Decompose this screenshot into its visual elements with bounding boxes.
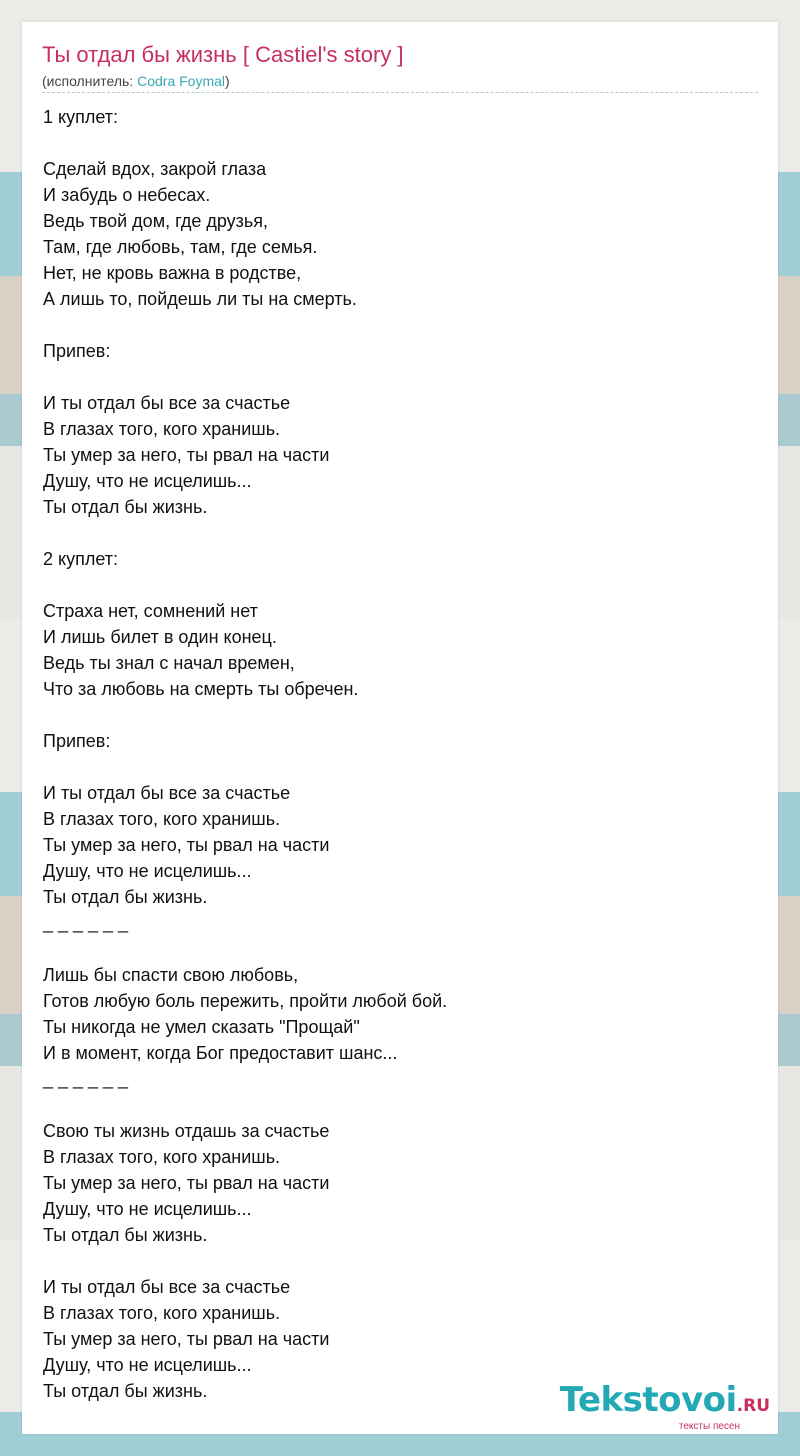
lyrics-card <box>22 22 778 1434</box>
lyric-blank-line <box>43 1092 753 1118</box>
lyric-blank-line <box>43 312 753 338</box>
lyric-line: Готов любую боль пережить, пройти любой бой. <box>43 991 448 1011</box>
lyric-line: _ _ _ _ _ _ <box>43 913 129 933</box>
lyric-line: Душу, что не исцелишь... <box>43 471 252 491</box>
lyric-line: Там, где любовь, там, где семья. <box>43 237 318 257</box>
lyric-line: 2 куплет: <box>43 549 118 569</box>
lyric-line: Свою ты жизнь отдашь за счастье <box>43 1121 330 1141</box>
lyric-line: И в момент, когда Бог предоставит шанс... <box>43 1043 398 1063</box>
lyric-line: Нет, не кровь важна в родстве, <box>43 263 302 283</box>
lyric-line: Ведь ты знал с начал времен, <box>43 653 295 673</box>
artist-line <box>42 73 230 89</box>
lyric-line: _ _ _ _ _ _ <box>43 1069 129 1089</box>
lyric-blank-line <box>43 1248 753 1274</box>
lyric-line: Что за любовь на смерть ты обречен. <box>43 679 359 699</box>
lyric-blank-line <box>43 572 753 598</box>
lyric-line: Ты отдал бы жизнь. <box>43 887 208 907</box>
lyric-line: В глазах того, кого хранишь. <box>43 1303 281 1323</box>
lyric-line: Припев: <box>43 341 111 361</box>
lyric-line: А лишь то, пойдешь ли ты на смерть. <box>43 289 357 309</box>
song-title: Ты отдал бы жизнь [ Castiel's story ] <box>42 42 404 67</box>
lyric-line: И ты отдал бы все за счастье <box>43 783 291 803</box>
title-divider <box>42 92 758 93</box>
lyric-line: В глазах того, кого хранишь. <box>43 809 281 829</box>
lyric-line: Душу, что не исцелишь... <box>43 1355 252 1375</box>
artist-link[interactable]: Codra Foymal <box>137 73 226 89</box>
artist-suffix: ) <box>225 73 230 89</box>
lyric-line: Ведь твой дом, где друзья, <box>43 211 269 231</box>
lyric-line: Припев: <box>43 731 111 751</box>
lyric-line: И ты отдал бы все за счастье <box>43 393 291 413</box>
lyric-blank-line <box>43 754 753 780</box>
logo-wordmark <box>559 1380 770 1423</box>
lyric-line: Ты умер за него, ты рвал на части <box>43 835 330 855</box>
lyric-line: Душу, что не исцелишь... <box>43 861 252 881</box>
lyric-blank-line <box>43 936 753 962</box>
logo-tagline: тексты песен <box>678 1421 740 1432</box>
lyric-blank-line <box>43 130 753 156</box>
artist-prefix: (исполнитель: <box>42 73 138 89</box>
lyric-line: Ты умер за него, ты рвал на части <box>43 445 330 465</box>
lyric-line: 1 куплет: <box>43 107 118 127</box>
lyrics-text <box>43 104 753 1404</box>
lyric-line: В глазах того, кого хранишь. <box>43 1147 281 1167</box>
lyric-line: Страха нет, сомнений нет <box>43 601 258 621</box>
lyric-line: И ты отдал бы все за счастье <box>43 1277 291 1297</box>
lyric-line: В глазах того, кого хранишь. <box>43 419 281 439</box>
lyric-line: Ты отдал бы жизнь. <box>43 497 208 517</box>
lyric-line: Душу, что не исцелишь... <box>43 1199 252 1219</box>
logo-suffix: .RU <box>736 1396 770 1416</box>
lyric-line: Ты никогда не умел сказать "Прощай" <box>43 1017 360 1037</box>
lyric-blank-line <box>43 364 753 390</box>
lyric-line: Ты отдал бы жизнь. <box>43 1225 208 1245</box>
lyric-line: Ты отдал бы жизнь. <box>43 1381 208 1401</box>
lyric-line: Лишь бы спасти свою любовь, <box>43 965 299 985</box>
lyric-blank-line <box>43 702 753 728</box>
logo-name: Tekstovoi <box>559 1380 737 1420</box>
lyric-blank-line <box>43 520 753 546</box>
lyric-line: Ты умер за него, ты рвал на части <box>43 1329 330 1349</box>
site-logo[interactable] <box>559 1380 770 1432</box>
lyric-line: И лишь билет в один конец. <box>43 627 277 647</box>
lyric-line: Ты умер за него, ты рвал на части <box>43 1173 330 1193</box>
lyric-line: Сделай вдох, закрой глаза <box>43 159 267 179</box>
lyric-line: И забудь о небесах. <box>43 185 211 205</box>
